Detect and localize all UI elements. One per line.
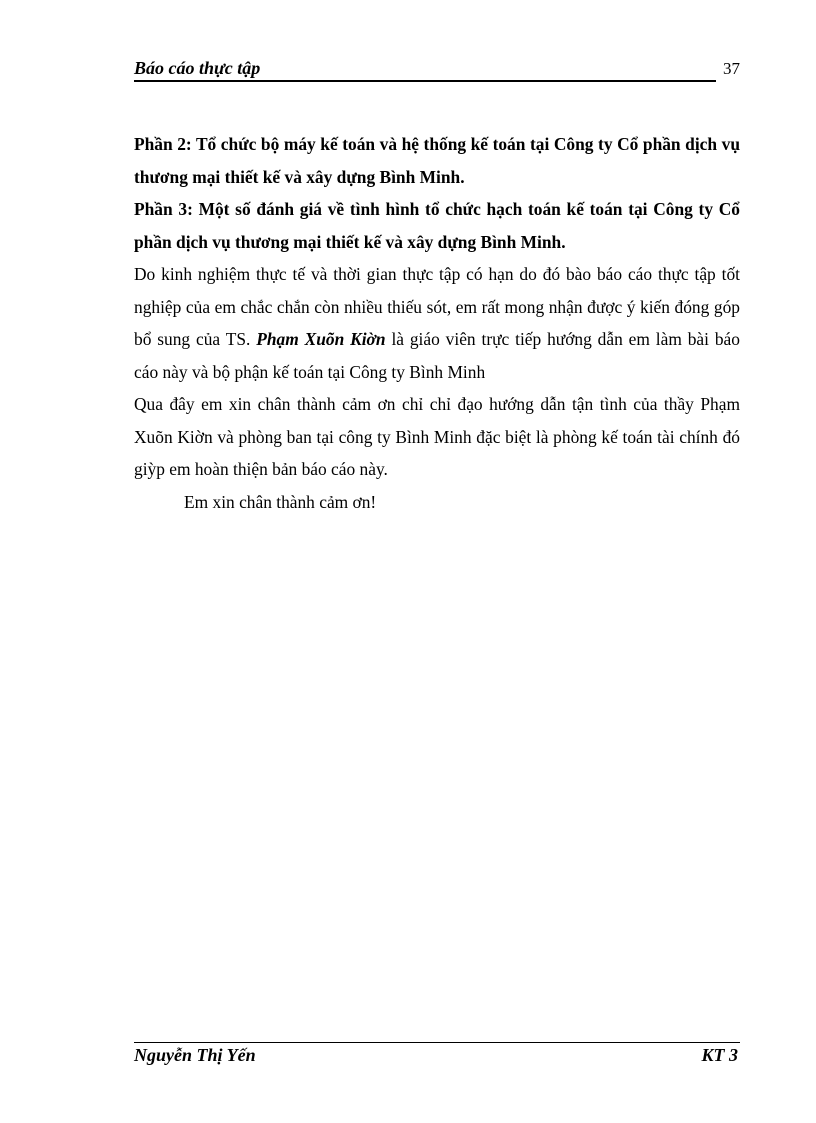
acknowledgement-paragraph-1 [134,258,740,388]
page-footer [134,1040,740,1070]
part3-heading: Phần 3: Một số đánh giá về tình hình tổ chức hạch toán kế toán tại Công ty Cổ phần dịch vụ thương mại thiết kế và xây dựng Bình Minh. [134,199,740,252]
closing-line: Em xin chân thành cảm ơn! [184,491,377,512]
header-title: Báo cáo thực tập [134,58,261,78]
acknowledgement-paragraph-2: Qua đây em xin chân thành cảm ơn chỉ chỉ đạo hướng dẫn tận tình của thầy Phạm Xuõn Kiờn và phòng ban tại công ty Bình Minh đặc biệt là phòng kế toán tài chính đó giỳp em hoàn thiện bản báo cáo này. [134,394,740,479]
footer-author: Nguyễn Thị Yến [134,1045,256,1065]
page-header [134,56,740,84]
footer-rule [134,1042,740,1043]
part2-heading: Phần 2: Tổ chức bộ máy kế toán và hệ thống kế toán tại Công ty Cổ phần dịch vụ thương mại thiết kế và xây dựng Bình Minh. [134,134,740,187]
footer-class-code: KT 3 [701,1045,738,1065]
para1-text-before: Do kinh nghiệm thực tế và thời gian thực tập có hạn do đó bào báo cáo thực tập tốt nghiệp của em chắc chắn còn nhiều thiếu sót, em rất mong nhận được ý kiến đóng góp bổ sung của TS. [134,264,740,349]
para1-text-after: là giáo viên trực tiếp hướng dẫn em làm bài báo cáo này và bộ phận kế toán tại Công ty Bình Minh [134,329,740,382]
page-body [134,128,740,518]
page-number: 37 [723,59,740,78]
header-rule [134,80,716,82]
supervisor-name: Phạm Xuõn Kiờn [256,329,386,349]
